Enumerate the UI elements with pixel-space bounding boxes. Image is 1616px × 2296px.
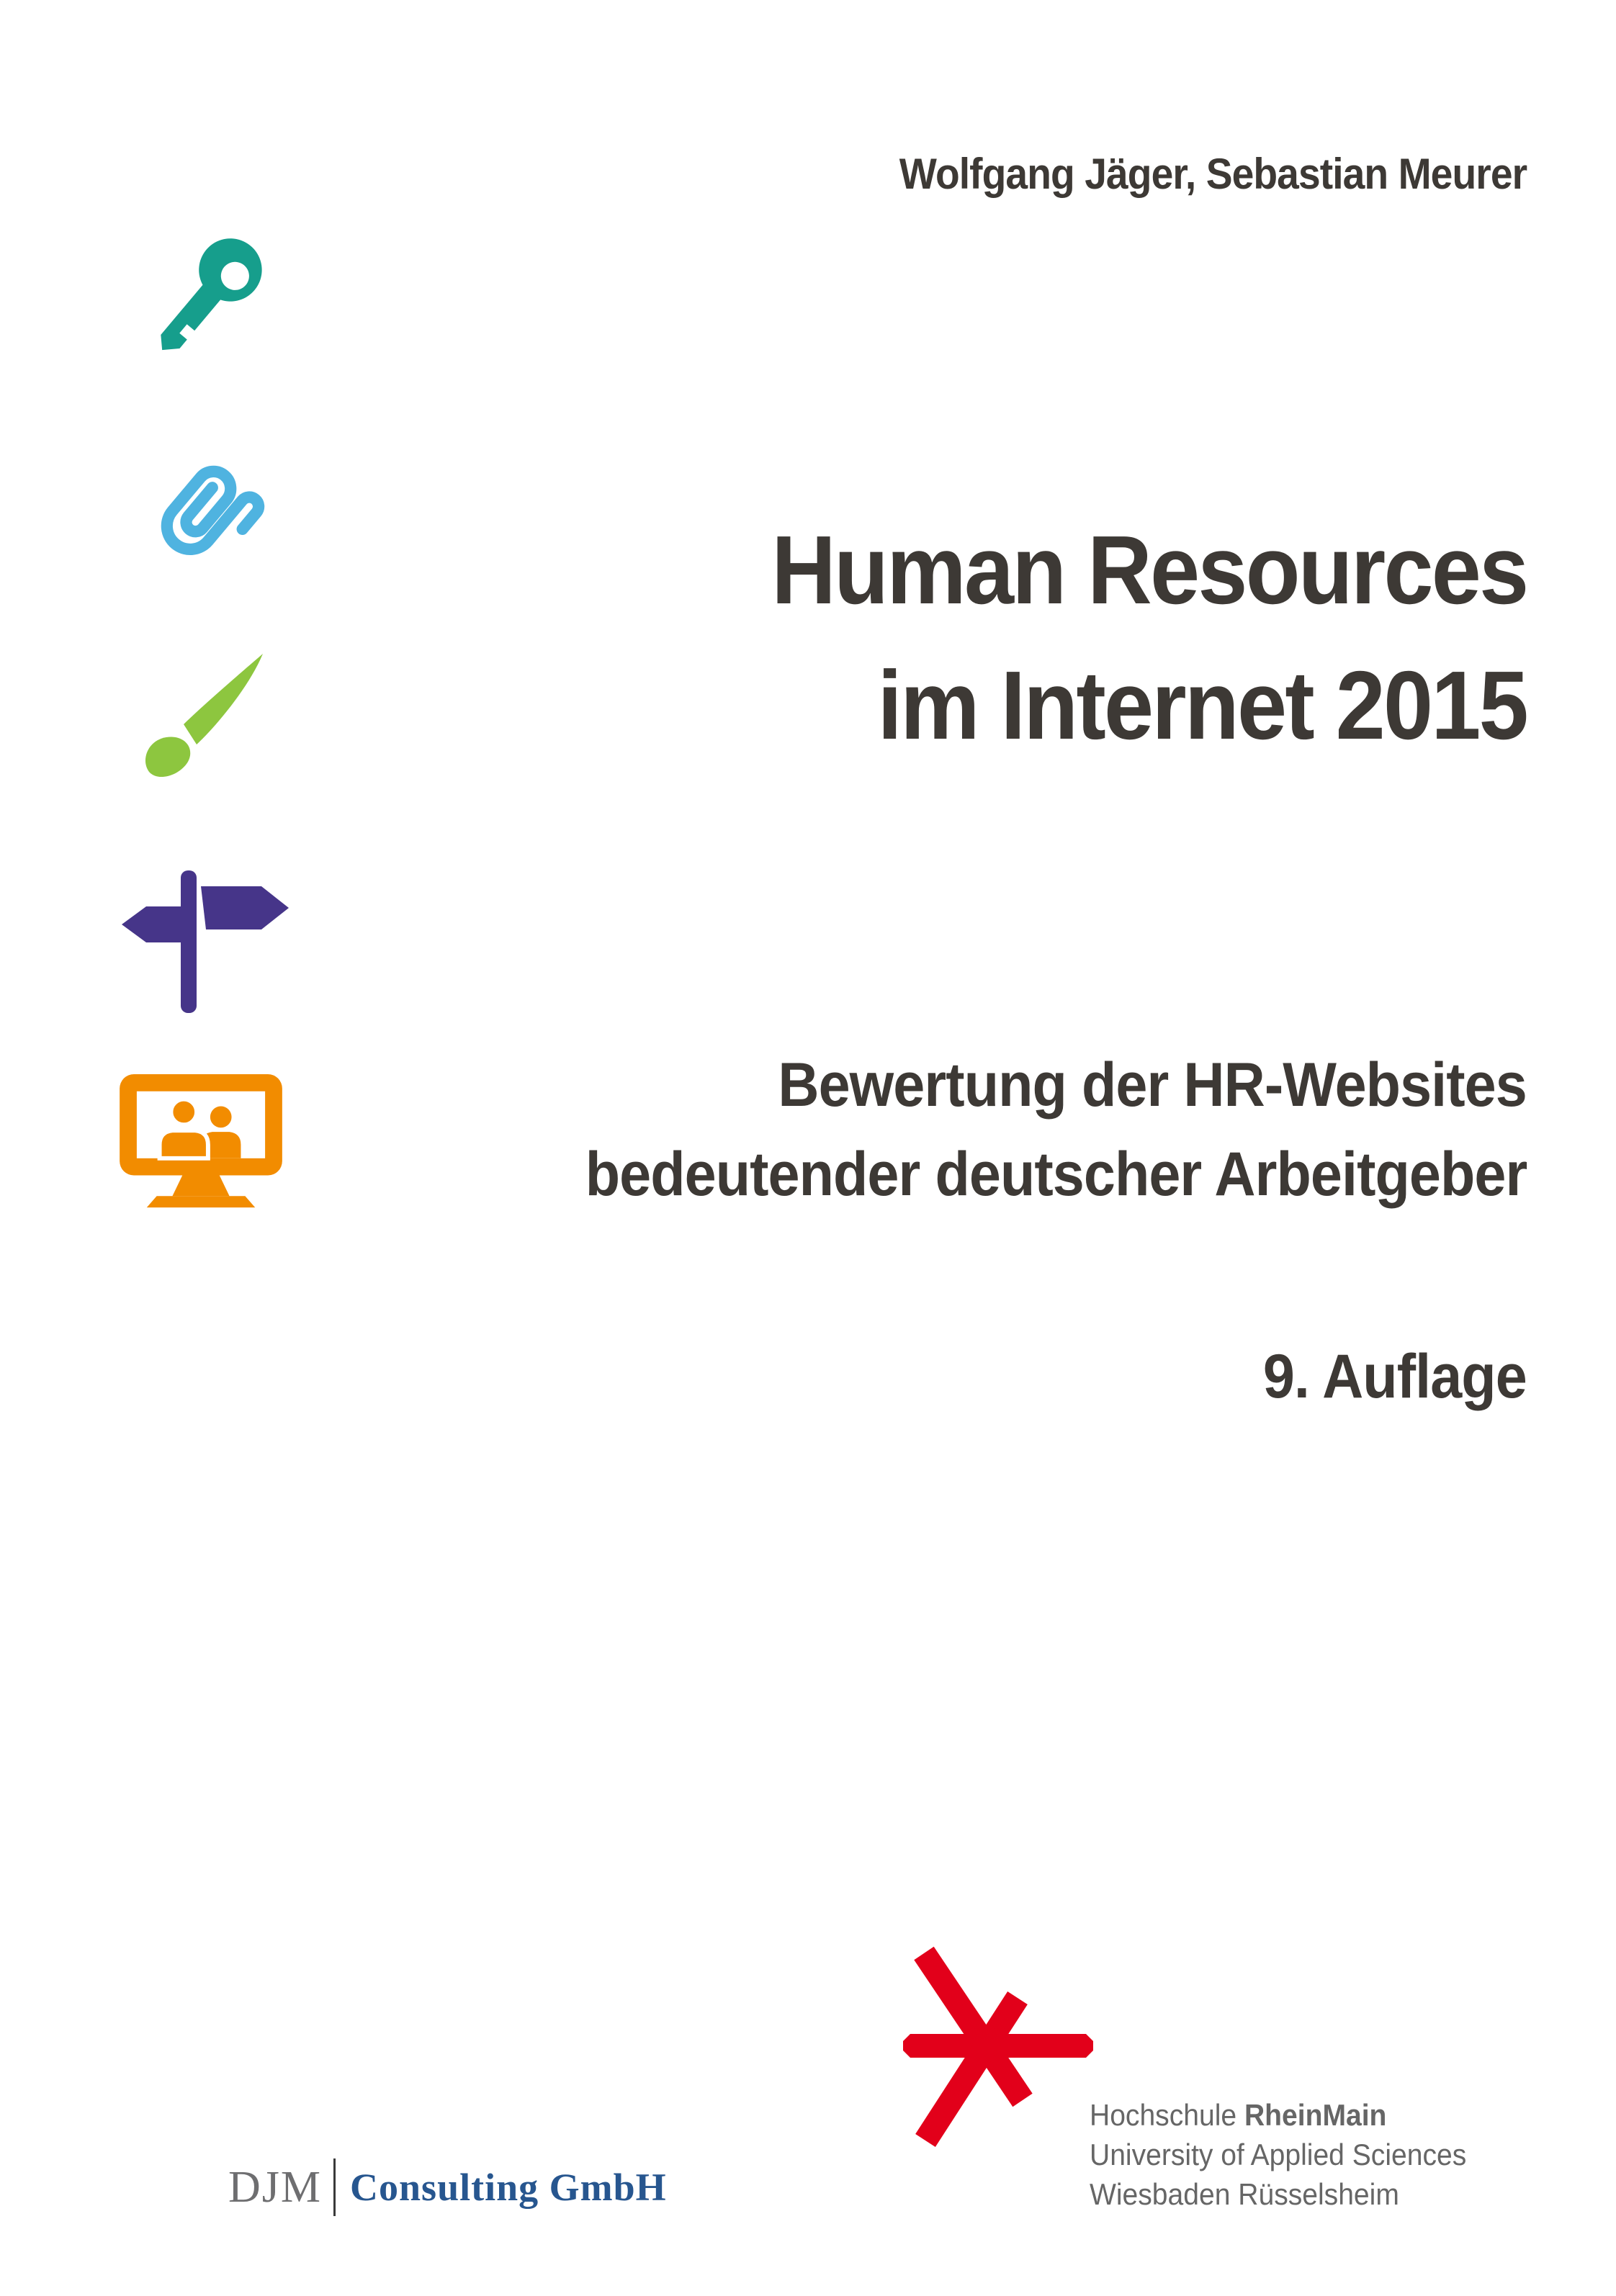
key-icon <box>119 209 284 383</box>
university-line-1 <box>1090 2095 1466 2135</box>
university-logo-asterisk <box>893 1940 1102 2153</box>
university-name-bold: RheinMain <box>1244 2098 1387 2132</box>
university-text <box>1090 2095 1495 2214</box>
university-name-regular: Hochschule <box>1090 2098 1244 2132</box>
publisher-logo <box>228 2156 667 2218</box>
subtitle <box>503 1040 1527 1219</box>
subtitle-line-1: Bewertung der HR-Websites <box>778 1050 1527 1120</box>
title-line-1: Human Resources <box>771 516 1527 624</box>
authors-text: Wolfgang Jäger, Sebastian Meurer <box>899 150 1527 198</box>
authors-line <box>845 148 1527 200</box>
publisher-divider <box>333 2158 336 2216</box>
paperclip-icon <box>121 431 285 586</box>
university-line-2: University of Applied Sciences <box>1090 2138 1467 2171</box>
monitor-people-icon <box>115 1073 287 1215</box>
publisher-abbr: DJM <box>228 2162 323 2212</box>
publisher-name: Consulting GmbH <box>350 2166 667 2209</box>
edition-label <box>1240 1332 1527 1421</box>
title-line-2: im Internet 2015 <box>877 651 1527 760</box>
page-title <box>706 503 1527 773</box>
university-line-3: Wiesbaden Rüsselsheim <box>1090 2177 1399 2211</box>
signpost-icon <box>117 864 290 1017</box>
paintbrush-icon <box>122 645 282 789</box>
edition-text: 9. Auflage <box>1263 1342 1527 1411</box>
subtitle-line-2: bedeutender deutscher Arbeitgeber <box>585 1140 1527 1209</box>
